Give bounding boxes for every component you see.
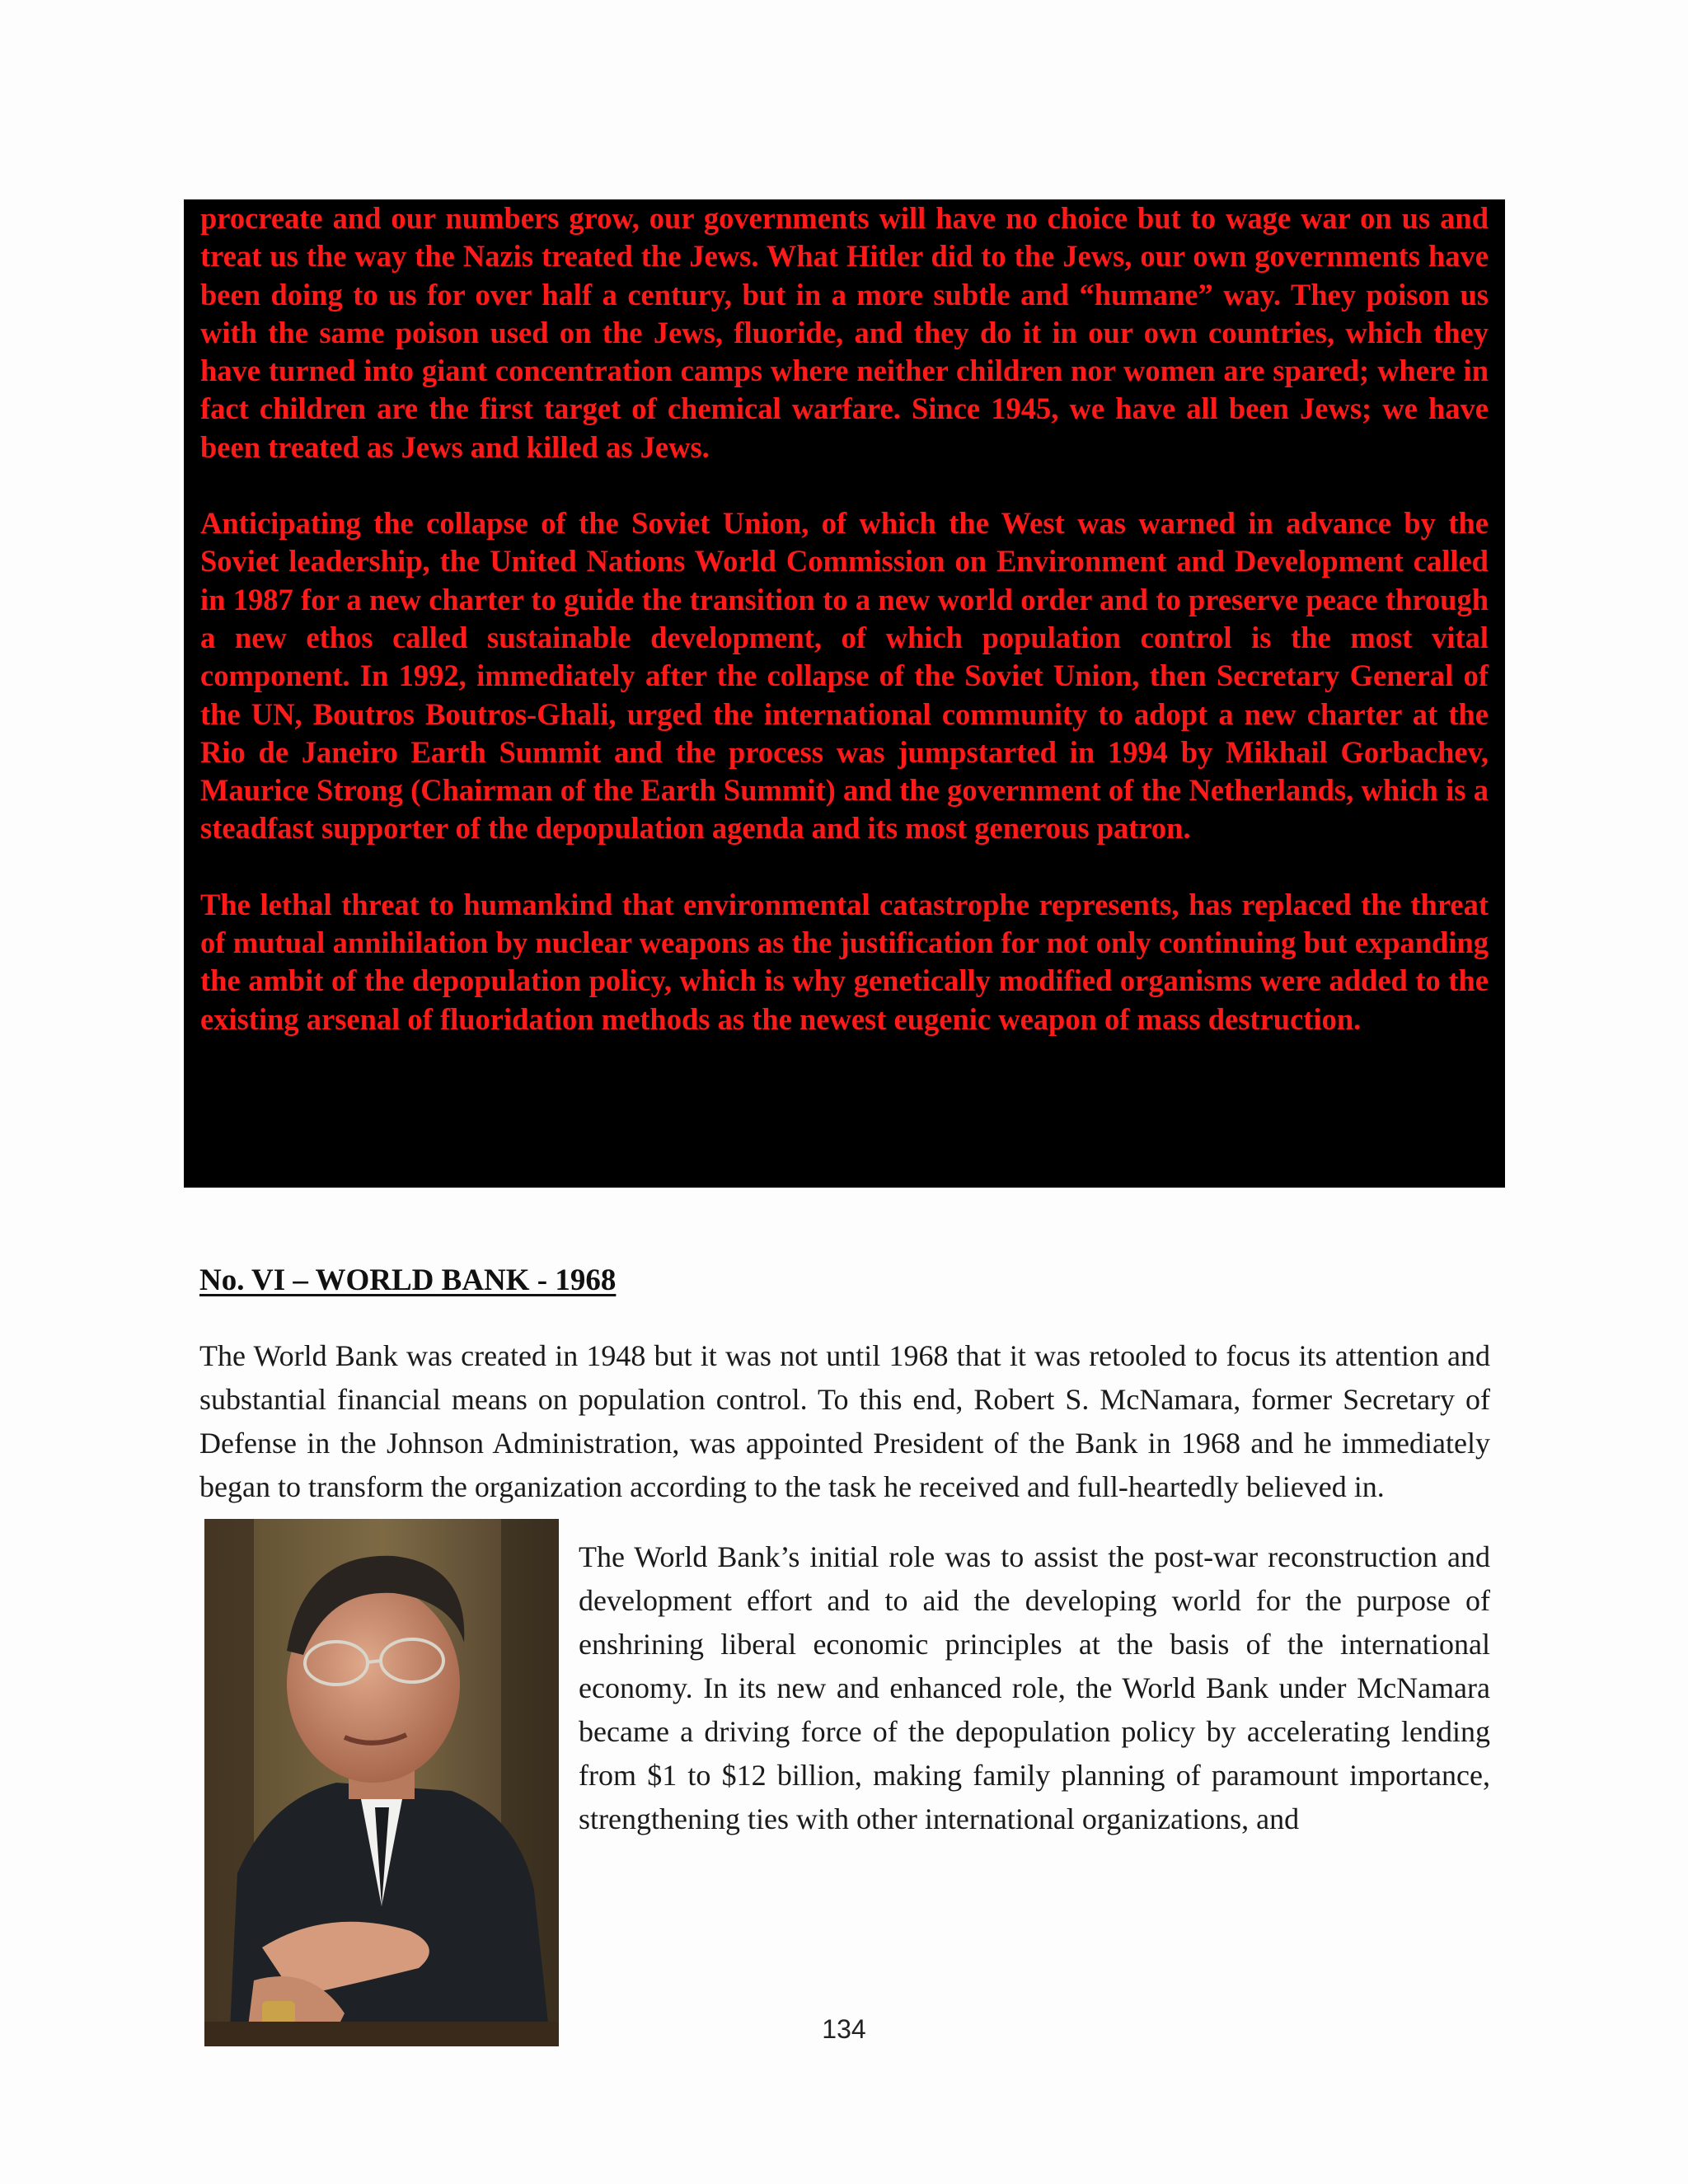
quote-paragraph: procreate and our numbers grow, our governments will have no choice but to wage war on us and treat us the way the Nazis treated the Jews. What Hitler did to the Jews, our own governments have been doing to us for over half a century, but in a more subtle and “humane” way. They poison us with the same poison used on the Jews, fluoride, and they do it in our own countries, which they have turned into giant concentration camps where neither children nor women are spared; where in fact children are the first target of chemical warfare. Since 1945, we have all been Jews; we have been treated as Jews and killed as Jews. (200, 201, 1489, 464)
body-paragraph: The World Bank was created in 1948 but it was not until 1968 that it was retooled to focus its attention and substantial financial means on population control. To this end, Robert S. McNamara, former Secretary of Defense in the Johnson Administration, was appointed President of the Bank in 1968 and he immediately began to transform the organization according to the task he received and full-heartedly believed in. (199, 1339, 1490, 1503)
page-number: 134 (822, 2014, 866, 2044)
quote-paragraph: Anticipating the collapse of the Soviet Union, of which the West was warned in advance by the Soviet leadership, the United Nations World Commission on Environment and Development called in 1987 for a new charter to guide the transition to a new world order and to preserve peace through a new ethos called sustainable development, of which population control is the most vital component. In 1992, immediately after the collapse of the Soviet Union, then Secretary General of the UN, Boutros Boutros-Ghali, urged the international community to adopt a new charter at the Rio de Janeiro Earth Summit and the process was jumpstarted in 1994 by Mikhail Gorbachev, Maurice Strong (Chairman of the Earth Summit) and the government of the Netherlands, which is a steadfast supporter of the depopulation agenda and its most generous patron. (200, 506, 1489, 846)
quote-paragraph: The lethal threat to humankind that environmental catastrophe represents, has replaced the threat of mutual annihilation by nuclear weapons as the justification for not only continuing but expanding the ambit of the depopulation policy, which is why genetically modified organisms were added to the existing arsenal of fluoridation methods as the newest eugenic weapon of mass destruction. (200, 887, 1489, 1036)
section-heading: No. VI – WORLD BANK - 1968 (199, 1263, 617, 1297)
portrait-photo (204, 1519, 559, 2046)
section-body (199, 1334, 1490, 2055)
quote-box (184, 199, 1505, 1188)
body-paragraph: The World Bank’s initial role was to assist the post-war reconstruction and development effort and to aid the developing world for the purpose of enshrining liberal economic principles at the basis of the international economy. In its new and enhanced role, the World Bank under McNamara became a driving force of the depopulation policy by accelerating lending from $1 to $12 billion, making family planning of paramount importance, strengthening ties with other international organizations, and (579, 1540, 1490, 1835)
